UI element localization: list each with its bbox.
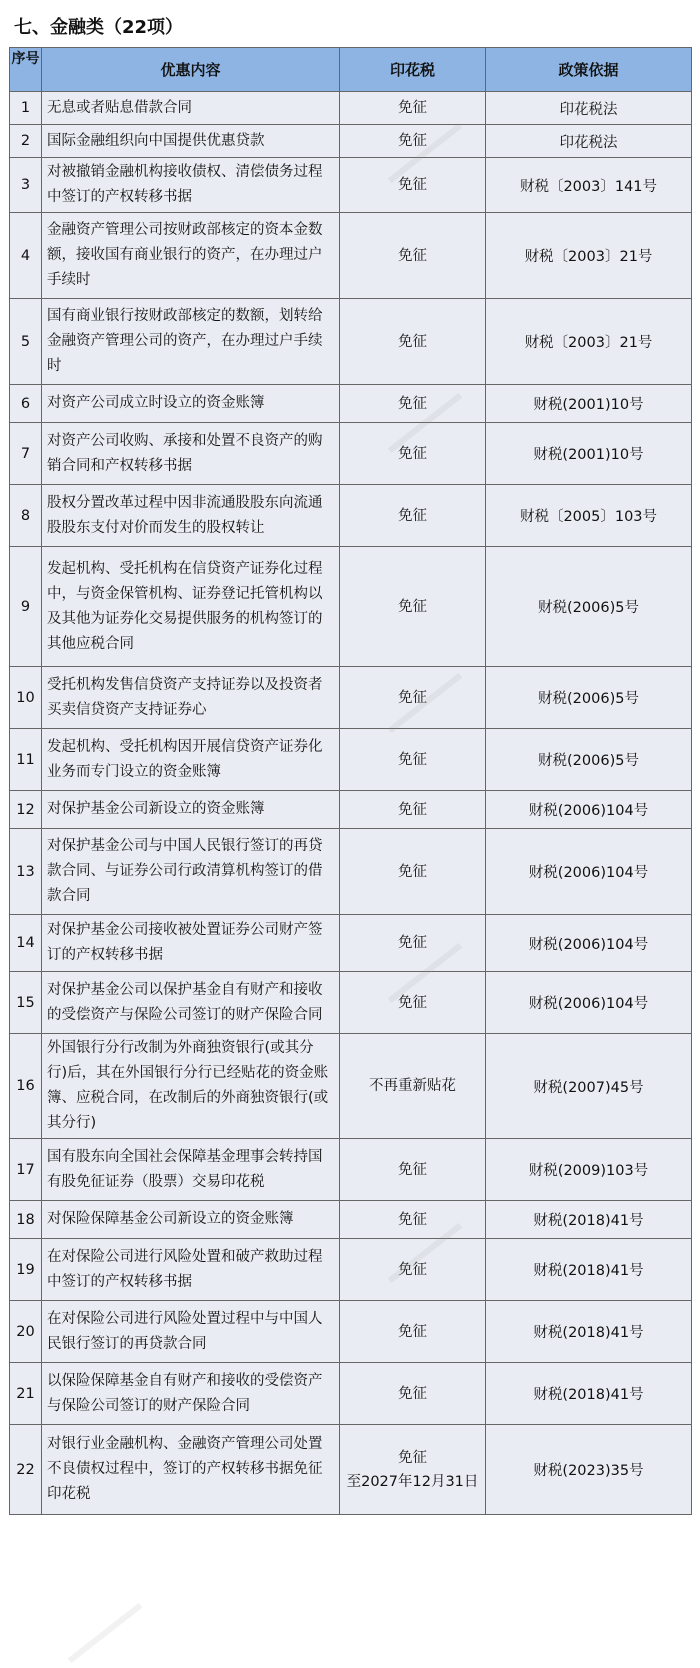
row-number: 2 xyxy=(10,125,42,158)
row-tax xyxy=(340,667,486,729)
row-number: 1 xyxy=(10,92,42,125)
table-row xyxy=(10,158,692,213)
row-number: 13 xyxy=(10,829,42,915)
row-tax-value: 免征 xyxy=(398,507,427,524)
row-number: 22 xyxy=(10,1425,42,1515)
row-basis: 财税(2023)35号 xyxy=(486,1425,692,1515)
row-tax-value: 免征 xyxy=(398,801,427,818)
row-tax xyxy=(340,385,486,423)
row-content: 对保护基金公司接收被处置证券公司财产签订的产权转移书据 xyxy=(42,915,340,972)
header-tax: 印花税 xyxy=(340,48,486,92)
row-content: 以保险保障基金自有财产和接收的受偿资产与保险公司签订的财产保险合同 xyxy=(42,1363,340,1425)
row-tax xyxy=(340,915,486,972)
row-tax-value: 免征 xyxy=(398,177,427,193)
row-basis: 财税(2006)104号 xyxy=(486,915,692,972)
row-number: 15 xyxy=(10,972,42,1034)
table-row xyxy=(10,1201,692,1239)
table-row xyxy=(10,485,692,547)
row-content: 对保护基金公司与中国人民银行签订的再贷款合同、与证券公司行政清算机构签订的借款合同 xyxy=(42,829,340,915)
row-tax-value: 免征 xyxy=(398,1261,427,1278)
row-content: 对银行业金融机构、金融资产管理公司处置不良债权过程中，签订的产权转移书据免征印花税 xyxy=(42,1425,340,1515)
row-tax xyxy=(340,972,486,1034)
row-content: 发起机构、受托机构在信贷资产证券化过程中，与资金保管机构、证券登记托管机构以及其他为证券化交易提供服务的机构签订的其他应税合同 xyxy=(42,547,340,667)
row-tax-value: 免征 xyxy=(398,1449,427,1466)
row-content: 国际金融组织向中国提供优惠贷款 xyxy=(42,125,340,158)
header-basis: 政策依据 xyxy=(486,48,692,92)
row-content: 国有商业银行按财政部核定的数额，划转给金融资产管理公司的资产，在办理过户手续时 xyxy=(42,299,340,385)
row-tax-note: 至2027年12月31日 xyxy=(346,1473,479,1490)
table-row xyxy=(10,1139,692,1201)
row-number: 8 xyxy=(10,485,42,547)
table-row xyxy=(10,92,692,125)
row-content: 对保护基金公司以保护基金自有财产和接收的受偿资产与保险公司签订的财产保险合同 xyxy=(42,972,340,1034)
row-tax xyxy=(340,158,486,213)
table-row xyxy=(10,547,692,667)
row-number: 9 xyxy=(10,547,42,667)
row-tax xyxy=(340,729,486,791)
row-tax-value: 免征 xyxy=(398,689,427,706)
row-tax xyxy=(340,92,486,125)
row-number: 17 xyxy=(10,1139,42,1201)
row-tax-value: 免征 xyxy=(398,1161,427,1178)
section-title: 七、金融类（22项） xyxy=(14,17,184,38)
row-basis: 财税(2018)41号 xyxy=(486,1301,692,1363)
table-row xyxy=(10,729,692,791)
row-tax xyxy=(340,1139,486,1201)
row-basis: 财税〔2005〕103号 xyxy=(486,485,692,547)
row-content: 在对保险公司进行风险处置过程中与中国人民银行签订的再贷款合同 xyxy=(42,1301,340,1363)
row-tax-value: 免征 xyxy=(398,133,427,149)
row-tax xyxy=(340,423,486,485)
row-basis: 财税(2006)5号 xyxy=(486,547,692,667)
row-number: 14 xyxy=(10,915,42,972)
row-content: 发起机构、受托机构因开展信贷资产证券化业务而专门设立的资金账簿 xyxy=(42,729,340,791)
table-row xyxy=(10,1034,692,1139)
row-tax-value: 免征 xyxy=(398,100,427,116)
row-content: 对资产公司成立时设立的资金账簿 xyxy=(42,385,340,423)
tax-exemption-table xyxy=(9,47,692,1515)
table-row xyxy=(10,667,692,729)
row-tax-value: 免征 xyxy=(398,445,427,462)
row-number: 7 xyxy=(10,423,42,485)
row-basis: 财税(2006)104号 xyxy=(486,972,692,1034)
table-row xyxy=(10,213,692,299)
row-basis: 财税(2006)104号 xyxy=(486,829,692,915)
row-number: 20 xyxy=(10,1301,42,1363)
row-basis: 财税(2006)5号 xyxy=(486,729,692,791)
row-tax xyxy=(340,547,486,667)
row-basis: 财税(2018)41号 xyxy=(486,1201,692,1239)
table-row xyxy=(10,423,692,485)
watermark-mark xyxy=(68,1603,143,1663)
row-basis: 财税(2001)10号 xyxy=(486,423,692,485)
row-tax xyxy=(340,213,486,299)
row-basis: 印花税法 xyxy=(486,125,692,158)
row-number: 4 xyxy=(10,213,42,299)
row-basis: 财税(2006)104号 xyxy=(486,791,692,829)
row-tax xyxy=(340,485,486,547)
row-tax-value: 免征 xyxy=(398,598,427,615)
row-content: 在对保险公司进行风险处置和破产救助过程中签订的产权转移书据 xyxy=(42,1239,340,1301)
table-row xyxy=(10,125,692,158)
row-number: 12 xyxy=(10,791,42,829)
table-row xyxy=(10,791,692,829)
row-tax-value: 免征 xyxy=(398,1385,427,1402)
row-basis: 财税(2006)5号 xyxy=(486,667,692,729)
row-basis: 财税(2001)10号 xyxy=(486,385,692,423)
row-tax-value: 免征 xyxy=(398,395,427,412)
row-basis: 财税(2018)41号 xyxy=(486,1363,692,1425)
row-content: 受托机构发售信贷资产支持证券以及投资者买卖信贷资产支持证券心 xyxy=(42,667,340,729)
row-number: 19 xyxy=(10,1239,42,1301)
table-row xyxy=(10,1425,692,1515)
table-row xyxy=(10,299,692,385)
row-content: 对被撤销金融机构接收债权、清偿债务过程中签订的产权转移书据 xyxy=(42,158,340,213)
row-content: 对保险保障基金公司新设立的资金账簿 xyxy=(42,1201,340,1239)
row-tax xyxy=(340,299,486,385)
row-tax-value: 免征 xyxy=(398,751,427,768)
row-tax-value: 免征 xyxy=(398,333,427,350)
row-tax-value: 免征 xyxy=(398,1211,427,1228)
row-tax-value: 免征 xyxy=(398,935,427,951)
table-row xyxy=(10,829,692,915)
row-tax xyxy=(340,791,486,829)
row-tax xyxy=(340,1425,486,1515)
row-basis: 财税〔2003〕21号 xyxy=(486,299,692,385)
row-content: 股权分置改革过程中因非流通股股东向流通股股东支付对价而发生的股权转让 xyxy=(42,485,340,547)
row-content: 金融资产管理公司按财政部核定的资本金数额，接收国有商业银行的资产，在办理过户手续时 xyxy=(42,213,340,299)
row-number: 3 xyxy=(10,158,42,213)
header-content: 优惠内容 xyxy=(42,48,340,92)
row-number: 16 xyxy=(10,1034,42,1139)
header-seq: 序号 xyxy=(10,48,42,92)
row-tax xyxy=(340,125,486,158)
row-tax xyxy=(340,829,486,915)
row-content: 外国银行分行改制为外商独资银行(或其分行)后，其在外国银行分行已经贴花的资金账簿、应税合同，在改制后的外商独资银行(或其分行) xyxy=(42,1034,340,1139)
table-row xyxy=(10,972,692,1034)
row-tax xyxy=(340,1034,486,1139)
row-number: 11 xyxy=(10,729,42,791)
row-number: 21 xyxy=(10,1363,42,1425)
row-content: 无息或者贴息借款合同 xyxy=(42,92,340,125)
table-row xyxy=(10,1301,692,1363)
row-content: 国有股东向全国社会保障基金理事会转持国有股免征证券（股票）交易印花税 xyxy=(42,1139,340,1201)
table-header-row xyxy=(10,48,692,92)
row-number: 6 xyxy=(10,385,42,423)
row-number: 18 xyxy=(10,1201,42,1239)
row-number: 5 xyxy=(10,299,42,385)
table-row xyxy=(10,1239,692,1301)
row-tax xyxy=(340,1301,486,1363)
row-tax-value: 免征 xyxy=(398,863,427,880)
row-tax xyxy=(340,1201,486,1239)
row-basis: 财税(2018)41号 xyxy=(486,1239,692,1301)
row-tax-value: 免征 xyxy=(398,1323,427,1340)
row-tax xyxy=(340,1363,486,1425)
row-tax-value: 免征 xyxy=(398,247,427,264)
row-basis: 财税(2007)45号 xyxy=(486,1034,692,1139)
row-basis: 财税〔2003〕21号 xyxy=(486,213,692,299)
row-basis: 财税(2009)103号 xyxy=(486,1139,692,1201)
row-tax xyxy=(340,1239,486,1301)
row-number: 10 xyxy=(10,667,42,729)
table-row xyxy=(10,385,692,423)
table-row xyxy=(10,1363,692,1425)
row-tax-value: 免征 xyxy=(398,994,427,1011)
row-tax-value: 不再重新贴花 xyxy=(369,1078,456,1094)
row-basis: 财税〔2003〕141号 xyxy=(486,158,692,213)
table-row xyxy=(10,915,692,972)
row-content: 对保护基金公司新设立的资金账簿 xyxy=(42,791,340,829)
row-content: 对资产公司收购、承接和处置不良资产的购销合同和产权转移书据 xyxy=(42,423,340,485)
row-basis: 印花税法 xyxy=(486,92,692,125)
